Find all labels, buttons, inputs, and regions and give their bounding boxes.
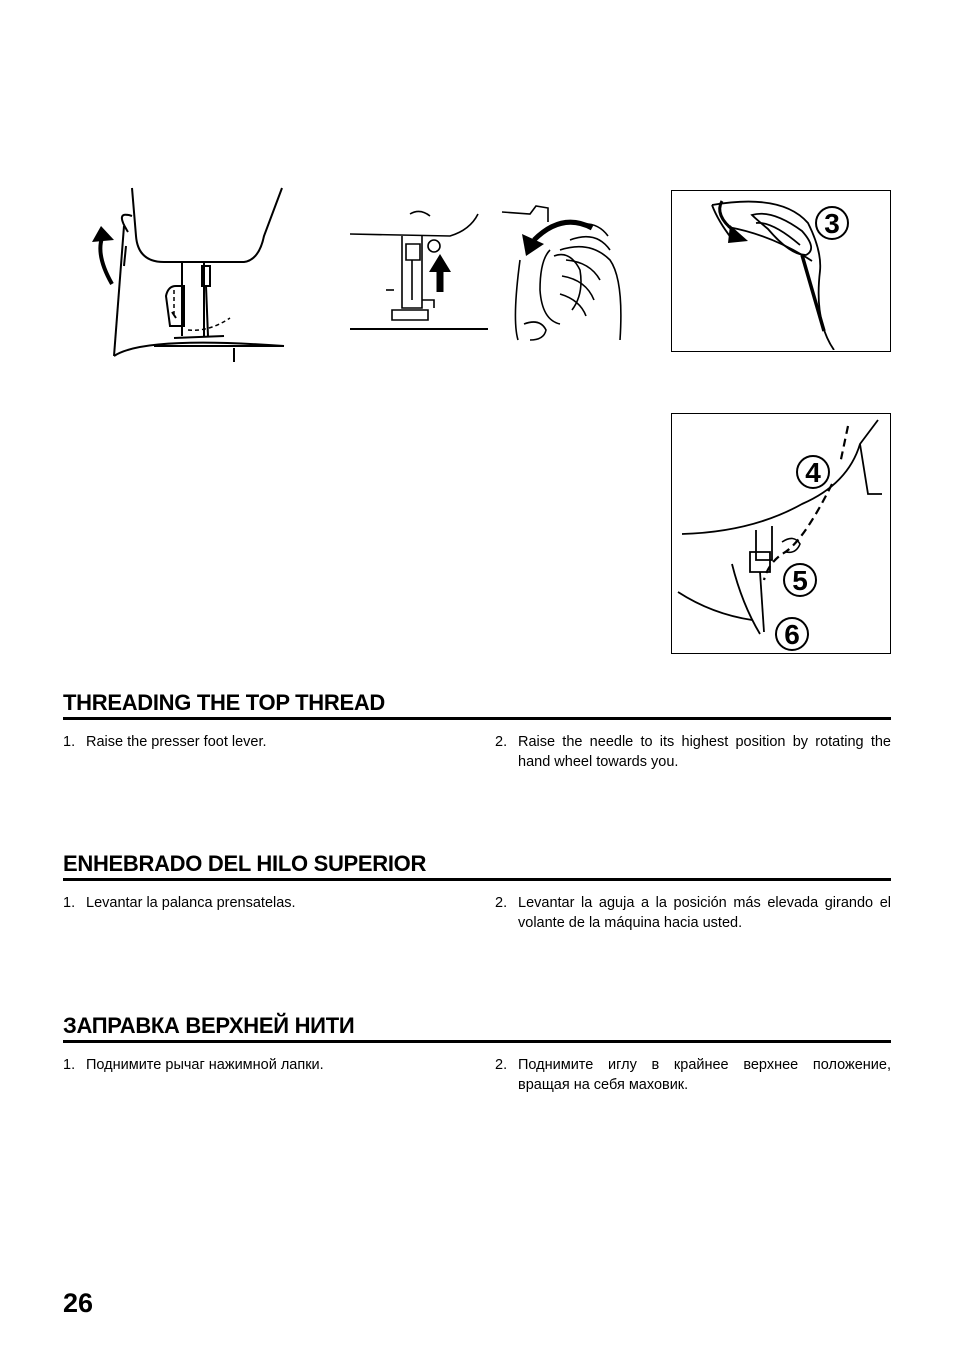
section-english: [63, 690, 891, 770]
callout-4: [797, 456, 829, 488]
hand-wheel-illustration: [500, 200, 628, 342]
section-title: ЗАПРАВКА ВЕРХНЕЙ НИТИ: [63, 1013, 891, 1043]
page-number: 26: [63, 1288, 94, 1318]
presser-foot-illustration: [84, 186, 290, 362]
figure-hand-wheel: [500, 200, 628, 342]
section-title: THREADING THE TOP THREAD: [63, 690, 891, 720]
thread-guide-illustration: [672, 191, 889, 350]
svg-text:6: 6: [784, 619, 800, 650]
section-spanish: [63, 851, 891, 931]
step-text: Raise the needle to its highest position by rotating the hand wheel towards you.: [518, 734, 891, 770]
step-text: Поднимите рычаг нажимной лапки.: [86, 1057, 324, 1073]
step-item: [63, 732, 463, 752]
step-number: 2.: [495, 734, 508, 750]
step-number: 2.: [495, 1057, 508, 1073]
step-text: Levantar la aguja a la posición más elevada girando el volante de la máquina hacia usted.: [518, 895, 891, 931]
needle-position-illustration: [350, 200, 490, 336]
callout-5: [784, 564, 816, 596]
step-item: [63, 1055, 463, 1075]
figure-thread-guide: [671, 190, 891, 352]
callout-3: [816, 207, 848, 239]
needle-threading-illustration: [672, 414, 889, 652]
step-item: [495, 893, 891, 933]
step-number: 2.: [495, 895, 508, 911]
section-title: ENHEBRADO DEL HILO SUPERIOR: [63, 851, 891, 881]
step-number: 1.: [63, 895, 76, 911]
svg-text:3: 3: [824, 208, 840, 239]
step-item: [63, 893, 463, 913]
step-number: 1.: [63, 1057, 76, 1073]
svg-text:4: 4: [805, 457, 821, 488]
figure-needle-threading: [671, 413, 891, 654]
step-number: 1.: [63, 734, 76, 750]
step-item: [495, 732, 891, 772]
step-text: Levantar la palanca prensatelas.: [86, 895, 296, 911]
callout-6: [776, 618, 808, 650]
step-text: Raise the presser foot lever.: [86, 734, 267, 750]
figure-needle-raise: [350, 200, 490, 336]
section-russian: [63, 1013, 891, 1093]
step-item: [495, 1055, 891, 1095]
figure-presser-foot-lever: [84, 186, 290, 362]
svg-text:5: 5: [792, 565, 808, 596]
step-text: Поднимите иглу в крайнее верхнее положение, вращая на себя маховик.: [518, 1057, 891, 1093]
